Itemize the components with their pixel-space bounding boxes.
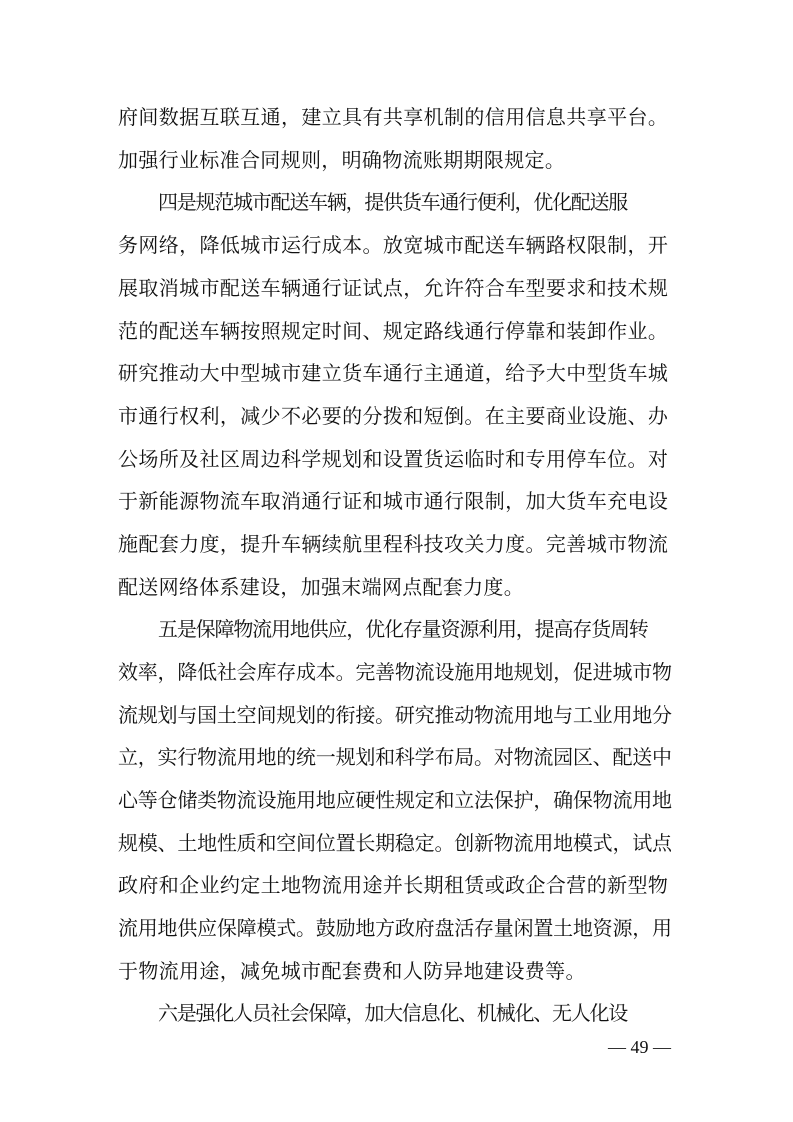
text-line: 流用地供应保障模式。鼓励地方政府盘活存量闲置土地资源，用 — [118, 916, 672, 940]
text-line: 范的配送车辆按照规定时间、规定路线通行停靠和装卸作业。 — [118, 319, 669, 343]
text-line: 政府和企业约定土地物流用途并长期租赁或政企合营的新型物 — [118, 873, 669, 897]
text-line: 于新能源物流车取消通行证和城市通行限制，加大货车充电设 — [118, 489, 669, 513]
text-line: 务网络，降低城市运行成本。放宽城市配送车辆路权限制，开 — [118, 233, 669, 257]
text-line: 公场所及社区周边科学规划和设置货运临时和专用停车位。对 — [118, 447, 669, 471]
page-number: — 49 — — [608, 1037, 671, 1057]
text-line: 市通行权利，减少不必要的分拨和短倒。在主要商业设施、办 — [118, 404, 669, 428]
paragraph-start-line: 四是规范城市配送车辆，提供货车通行便利，优化配送服 — [158, 190, 627, 214]
text-line: 规模、土地性质和空间位置长期稳定。创新物流用地模式，试点 — [118, 831, 672, 855]
text-line: 配送网络体系建设，加强末端网点配套力度。 — [118, 575, 524, 599]
text-line: 施配套力度，提升车辆续航里程科技攻关力度。完善城市物流 — [118, 532, 669, 556]
text-line: 府间数据互联互通，建立具有共享机制的信用信息共享平台。 — [118, 105, 669, 129]
text-line: 流规划与国土空间规划的衔接。研究推动物流用地与工业用地分 — [118, 703, 672, 727]
text-line: 立，实行物流用地的统一规划和科学布局。对物流园区、配送中 — [118, 745, 672, 769]
text-line: 效率，降低社会库存成本。完善物流设施用地规划，促进城市物 — [118, 660, 672, 684]
paragraph-start-line: 五是保障物流用地供应，优化存量资源利用，提高存货周转 — [158, 617, 648, 641]
text-line: 加强行业标准合同规则，明确物流账期期限规定。 — [118, 148, 566, 172]
text-line: 心等仓储类物流设施用地应硬性规定和立法保护，确保物流用地 — [118, 788, 672, 812]
paragraph-start-line: 六是强化人员社会保障，加大信息化、机械化、无人化设 — [158, 1001, 627, 1025]
text-line: 展取消城市配送车辆通行证试点，允许符合车型要求和技术规 — [118, 276, 669, 300]
text-line: 于物流用途，减免城市配套费和人防异地建设费等。 — [118, 959, 586, 983]
text-line: 研究推动大中型城市建立货车通行主通道，给予大中型货车城 — [118, 361, 669, 385]
